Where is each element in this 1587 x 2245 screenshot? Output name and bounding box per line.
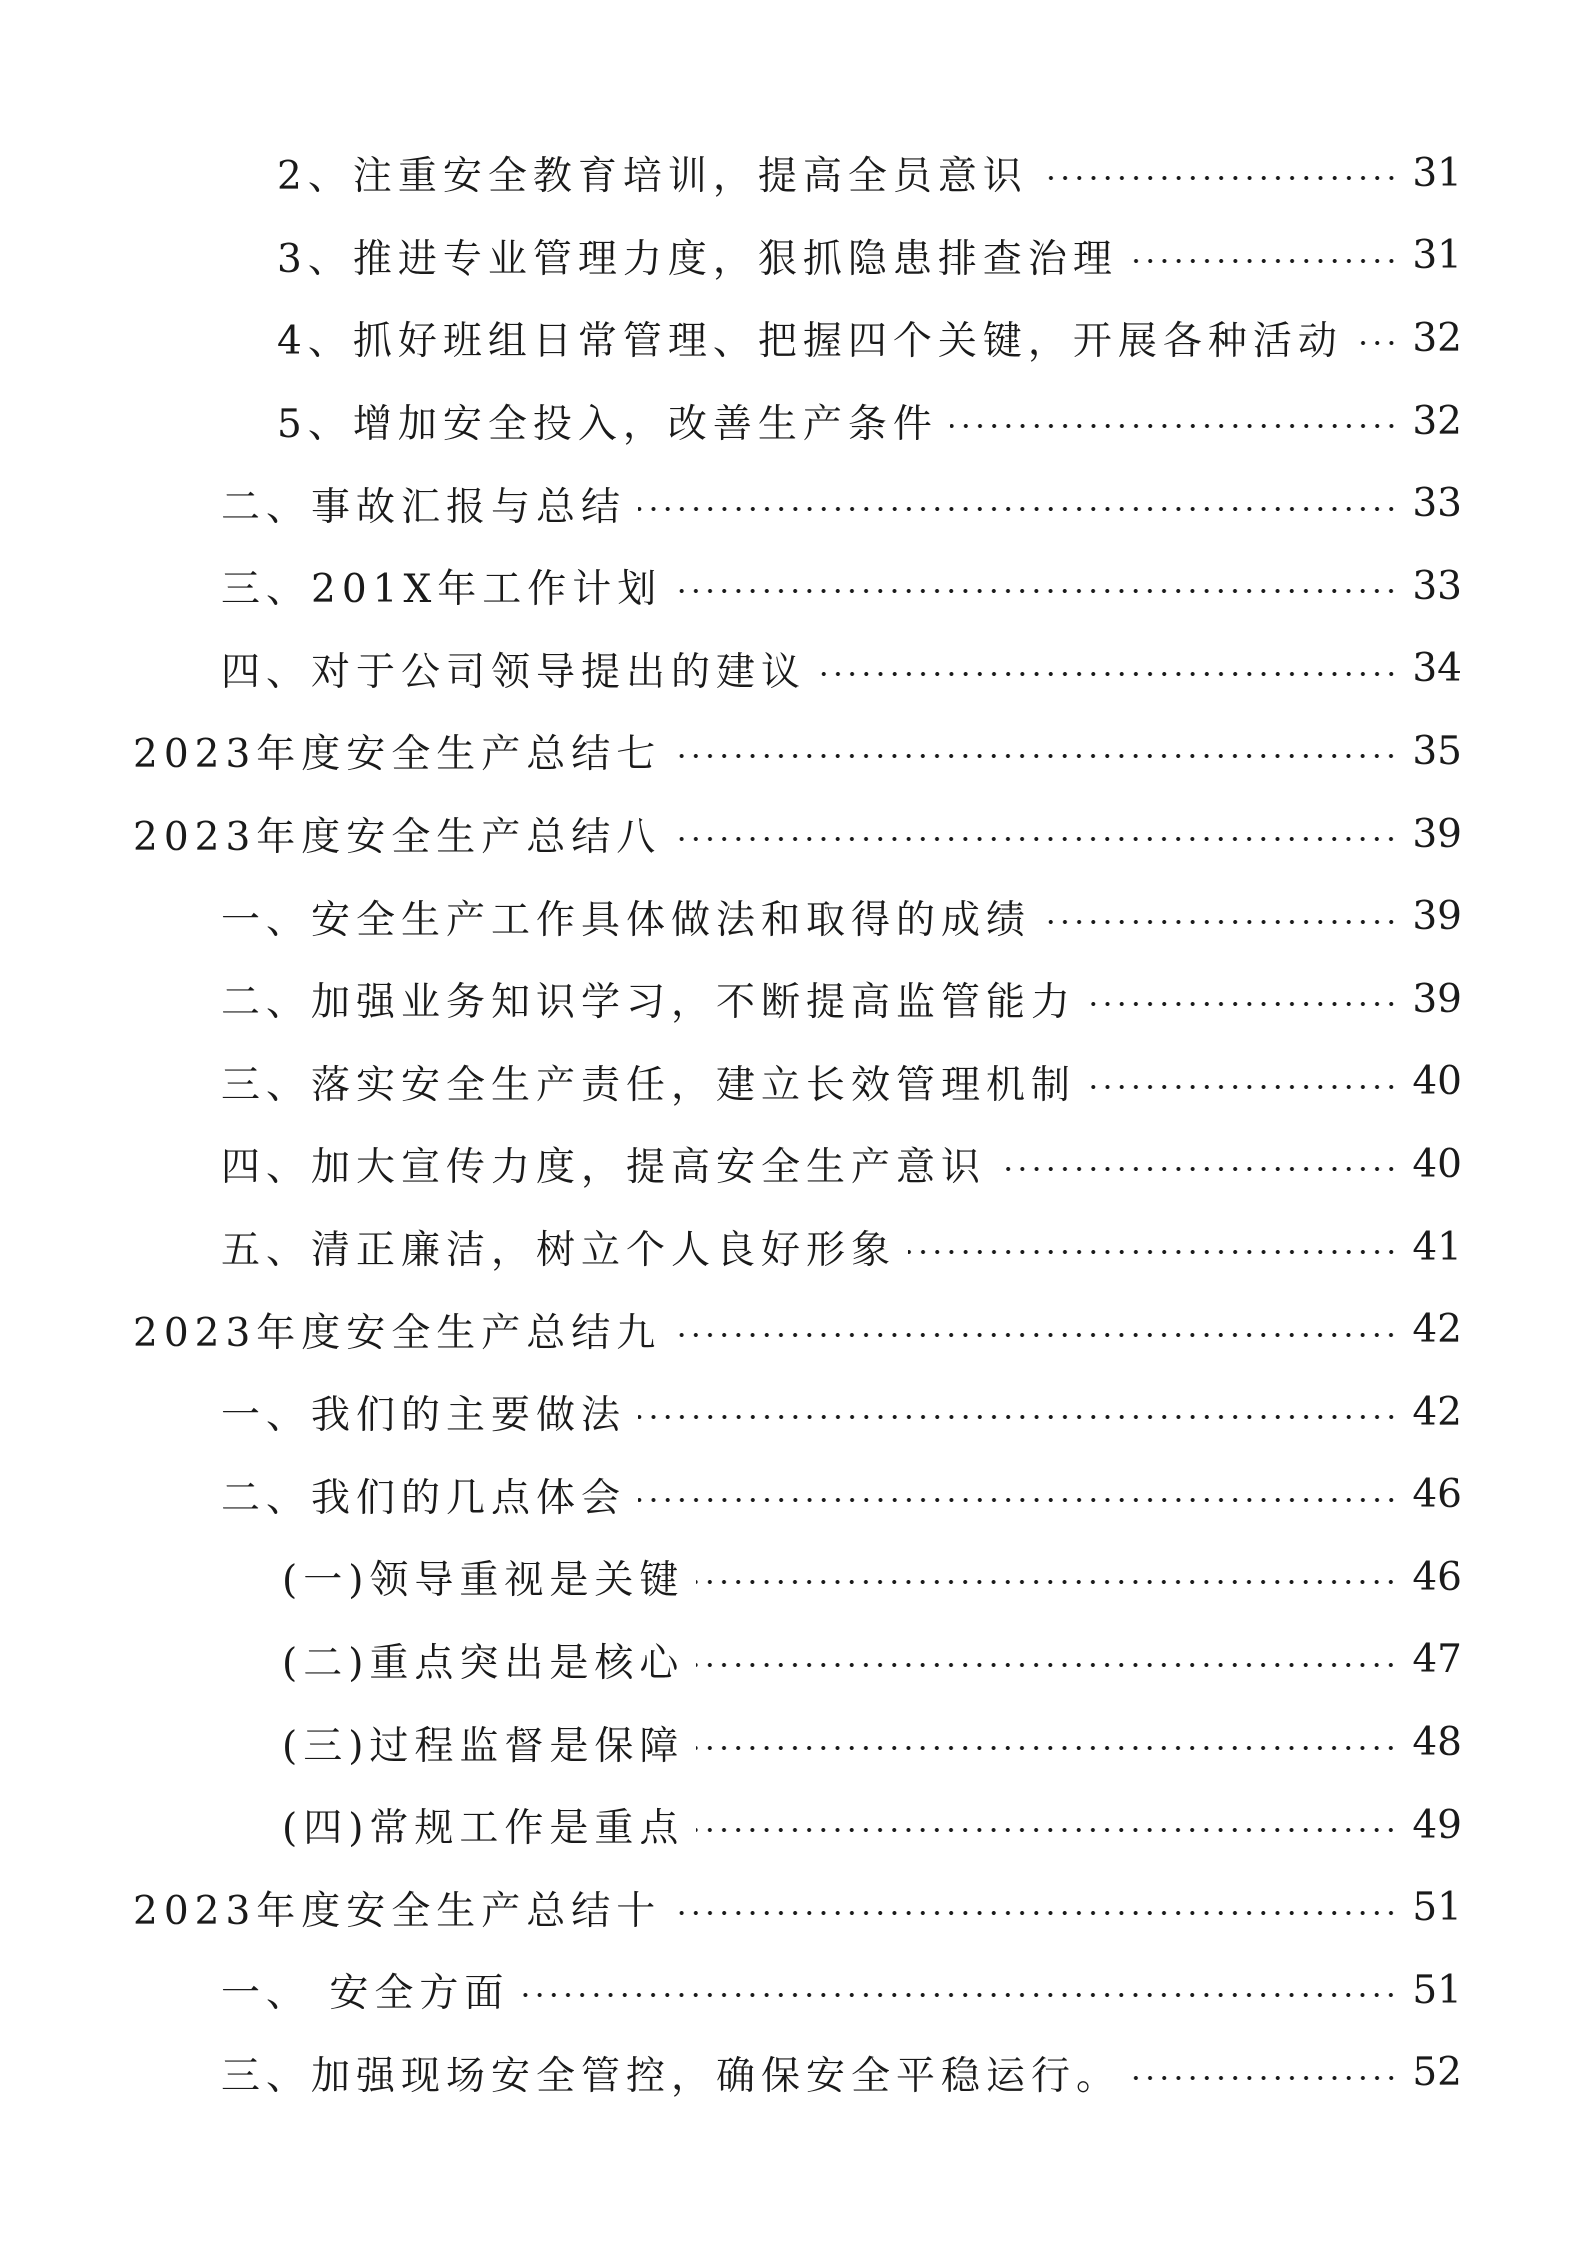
toc-entry-title: 一、 安全方面 bbox=[221, 1971, 510, 2017]
toc-entry-page: 35 bbox=[1412, 728, 1462, 774]
toc-entry[interactable] bbox=[0, 1536, 1587, 1619]
toc-entry[interactable] bbox=[0, 1206, 1587, 1289]
toc-entry-title: 2023年度安全生产总结十 bbox=[133, 1888, 662, 1934]
toc-entry-page: 52 bbox=[1412, 2050, 1462, 2096]
dot-leader bbox=[1355, 340, 1399, 346]
toc-entry[interactable] bbox=[0, 132, 1587, 215]
toc-entry-page: 42 bbox=[1412, 1389, 1462, 1435]
dot-leader bbox=[950, 423, 1399, 429]
toc-entry-page: 47 bbox=[1412, 1637, 1462, 1683]
toc-entry-page: 31 bbox=[1412, 233, 1462, 279]
toc-entry[interactable] bbox=[0, 1371, 1587, 1454]
toc-entry-title: 2023年度安全生产总结七 bbox=[133, 732, 662, 778]
dot-leader bbox=[1043, 919, 1398, 925]
toc-entry-title: 2023年度安全生产总结八 bbox=[133, 815, 662, 861]
dot-leader bbox=[521, 1992, 1398, 1998]
dot-leader bbox=[998, 1166, 1398, 1172]
toc-entry-page: 46 bbox=[1412, 1472, 1462, 1518]
toc-entry-page: 46 bbox=[1412, 1554, 1462, 1600]
toc-entry-title: 三、落实安全生产责任，建立长效管理机制 bbox=[221, 1062, 1077, 1108]
toc-entry[interactable] bbox=[0, 1288, 1587, 1371]
toc-entry[interactable] bbox=[0, 1866, 1587, 1949]
toc-entry[interactable] bbox=[0, 1701, 1587, 1784]
toc-entry-page: 32 bbox=[1412, 315, 1462, 361]
toc-entry-title: 二、我们的几点体会 bbox=[221, 1475, 627, 1521]
dot-leader bbox=[638, 1414, 1398, 1420]
toc-entry-title: 三、加强现场安全管控，确保安全平稳运行。 bbox=[221, 2053, 1122, 2099]
dot-leader bbox=[1040, 175, 1399, 181]
toc-entry-title: (三)过程监督是保障 bbox=[282, 1723, 685, 1769]
table-of-contents bbox=[0, 132, 1587, 2114]
toc-entry[interactable] bbox=[0, 875, 1587, 958]
toc-entry[interactable] bbox=[0, 2032, 1587, 2115]
toc-entry-page: 39 bbox=[1412, 976, 1462, 1022]
dot-leader bbox=[818, 671, 1398, 677]
toc-entry[interactable] bbox=[0, 215, 1587, 298]
toc-entry-page: 40 bbox=[1412, 1059, 1462, 1105]
dot-leader bbox=[696, 1745, 1398, 1751]
dot-leader bbox=[638, 1497, 1398, 1503]
toc-entry-title: 五、清正廉洁，树立个人良好形象 bbox=[221, 1228, 897, 1274]
toc-entry-title: 一、安全生产工作具体做法和取得的成绩 bbox=[221, 897, 1032, 943]
dot-leader bbox=[673, 1910, 1398, 1916]
toc-entry[interactable] bbox=[0, 1123, 1587, 1206]
dot-leader bbox=[674, 588, 1398, 594]
dot-leader bbox=[1088, 1001, 1398, 1007]
toc-entry-title: 2、注重安全教育培训，提高全员意识 bbox=[277, 154, 1028, 200]
dot-leader bbox=[638, 506, 1398, 512]
dot-leader bbox=[673, 836, 1398, 842]
toc-entry-title: 三、201X年工作计划 bbox=[221, 567, 663, 613]
toc-entry[interactable] bbox=[0, 958, 1587, 1041]
toc-entry-page: 41 bbox=[1412, 1224, 1462, 1270]
toc-entry[interactable] bbox=[0, 1949, 1587, 2032]
toc-entry-page: 31 bbox=[1412, 150, 1462, 196]
toc-entry[interactable] bbox=[0, 1041, 1587, 1124]
toc-entry-title: 一、我们的主要做法 bbox=[221, 1393, 627, 1439]
dot-leader bbox=[673, 1332, 1398, 1338]
dot-leader bbox=[696, 1662, 1398, 1668]
toc-entry-page: 39 bbox=[1412, 811, 1462, 857]
toc-entry-page: 32 bbox=[1412, 398, 1462, 444]
toc-entry-title: (四)常规工作是重点 bbox=[282, 1806, 685, 1852]
toc-entry[interactable] bbox=[0, 710, 1587, 793]
dot-leader bbox=[1133, 2075, 1398, 2081]
toc-entry[interactable] bbox=[0, 1454, 1587, 1537]
toc-entry[interactable] bbox=[0, 628, 1587, 711]
toc-entry[interactable] bbox=[0, 297, 1587, 380]
toc-entry-title: 4、抓好班组日常管理、把握四个关键，开展各种活动 bbox=[277, 319, 1343, 365]
toc-entry-title: (一)领导重视是关键 bbox=[282, 1558, 685, 1604]
toc-entry-title: 四、对于公司领导提出的建议 bbox=[221, 649, 807, 695]
toc-entry-title: 5、增加安全投入，改善生产条件 bbox=[277, 402, 938, 448]
dot-leader bbox=[696, 1827, 1398, 1833]
toc-entry-title: 二、加强业务知识学习，不断提高监管能力 bbox=[221, 980, 1077, 1026]
toc-entry-title: (二)重点突出是核心 bbox=[282, 1640, 685, 1686]
toc-entry-title: 3、推进专业管理力度，狠抓隐患排查治理 bbox=[277, 236, 1118, 282]
toc-entry-title: 二、事故汇报与总结 bbox=[221, 484, 627, 530]
toc-entry-page: 33 bbox=[1412, 481, 1462, 527]
toc-entry-page: 51 bbox=[1412, 1967, 1462, 2013]
toc-entry-title: 2023年度安全生产总结九 bbox=[133, 1310, 662, 1356]
toc-entry-page: 39 bbox=[1412, 894, 1462, 940]
toc-entry-page: 33 bbox=[1412, 563, 1462, 609]
toc-entry-page: 48 bbox=[1412, 1720, 1462, 1766]
toc-entry-page: 49 bbox=[1412, 1802, 1462, 1848]
toc-entry[interactable] bbox=[0, 380, 1587, 463]
dot-leader bbox=[673, 753, 1398, 759]
toc-entry[interactable] bbox=[0, 793, 1587, 876]
toc-entry-page: 51 bbox=[1412, 1885, 1462, 1931]
dot-leader bbox=[908, 1249, 1398, 1255]
toc-entry[interactable] bbox=[0, 462, 1587, 545]
dot-leader bbox=[696, 1579, 1398, 1585]
toc-entry-page: 34 bbox=[1412, 646, 1462, 692]
dot-leader bbox=[1088, 1084, 1398, 1090]
toc-entry[interactable] bbox=[0, 1784, 1587, 1867]
toc-entry-title: 四、加大宣传力度，提高安全生产意识 bbox=[221, 1145, 987, 1191]
toc-entry-page: 40 bbox=[1412, 1141, 1462, 1187]
toc-entry-page: 42 bbox=[1412, 1307, 1462, 1353]
toc-entry[interactable] bbox=[0, 1619, 1587, 1702]
dot-leader bbox=[1130, 258, 1399, 264]
toc-entry[interactable] bbox=[0, 545, 1587, 628]
